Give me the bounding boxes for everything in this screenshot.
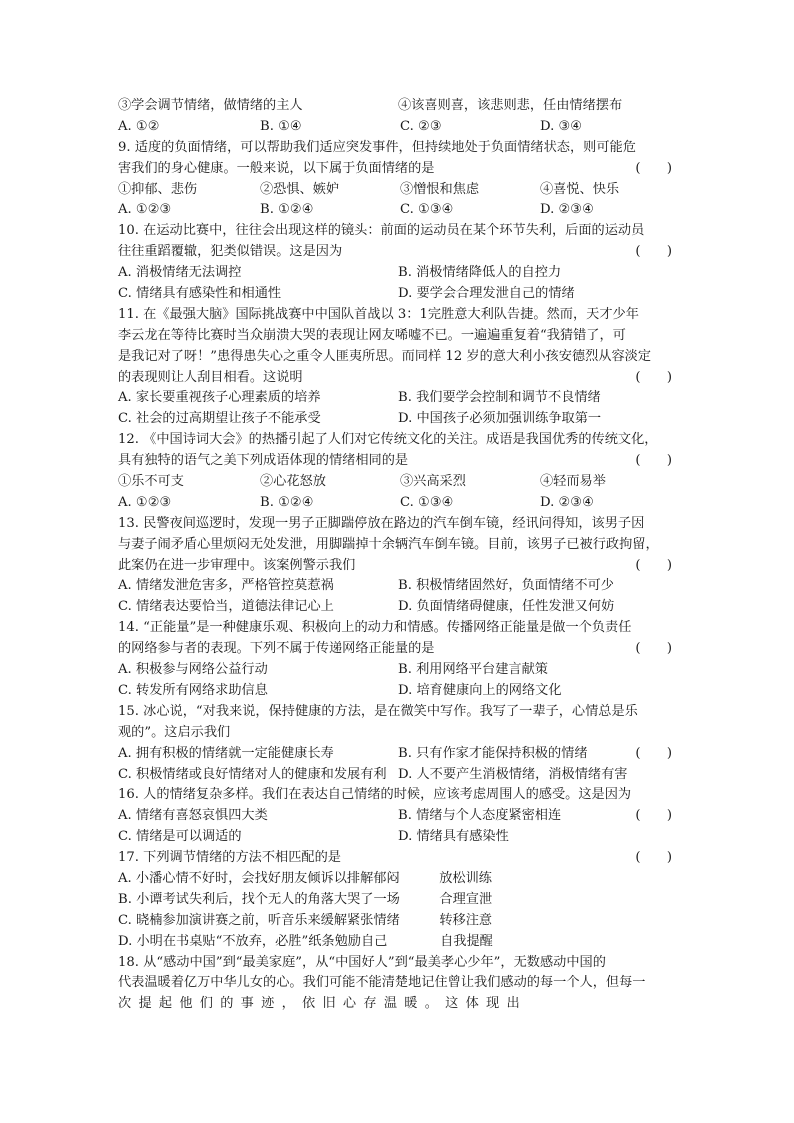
line-text: 17. 下列调节情绪的方法不相匹配的是 bbox=[118, 850, 341, 866]
option-text: D. ③④ bbox=[540, 118, 583, 134]
text-line bbox=[118, 827, 676, 848]
option-text: A. 情绪发泄危害多，严格管控莫惹祸 bbox=[118, 578, 334, 594]
answer-blank: ( ) bbox=[635, 641, 672, 657]
text-line bbox=[118, 138, 676, 159]
line-text: 往往重蹈覆辙，犯类似错误。这是因为 bbox=[118, 244, 343, 260]
line-text: A. 小潘心情不好时，会找好朋友倾诉以排解郁闷 放松训练 bbox=[118, 870, 492, 886]
option-text: A. ①②③ bbox=[118, 494, 172, 510]
line-text: 李云龙在等待比赛时当众崩溃大哭的表现让网友唏嘘不已。一遍遍重复着“我猜错了，可 bbox=[118, 327, 626, 343]
option-text: ②心花怒放 bbox=[260, 474, 326, 490]
text-line bbox=[118, 660, 676, 681]
text-line bbox=[118, 597, 676, 618]
text-line bbox=[118, 618, 676, 639]
text-line bbox=[118, 388, 676, 409]
text-line bbox=[118, 409, 676, 430]
text-line bbox=[118, 472, 676, 493]
option-text: C. ②③ bbox=[400, 118, 442, 134]
answer-blank: ( ) bbox=[635, 369, 672, 385]
line-text: 13. 民警夜间巡逻时，发现一男子正脚踹停放在路边的汽车倒车镜，经讯问得知，该男子因 bbox=[118, 515, 645, 531]
option-text: D. 负面情绪碍健康，任性发泄又何妨 bbox=[398, 599, 615, 615]
text-line bbox=[118, 953, 676, 974]
answer-blank: ( ) bbox=[635, 453, 672, 469]
text-line bbox=[118, 973, 676, 994]
line-text: 代表温暖着亿万中华儿女的心。我们可能不能清楚地记住曾让我们感动的每一个人，但每一 bbox=[118, 975, 646, 991]
option-text: B. ①②④ bbox=[260, 494, 314, 510]
option-text: A. 家长要重视孩子心理素质的培养 bbox=[118, 390, 321, 406]
text-line bbox=[118, 932, 676, 953]
line-text: 14. “正能量”是一种健康乐观、积极向上的动力和情感。传播网络正能量是做一个负责任 bbox=[118, 620, 632, 636]
option-text: B. 我们要学会控制和调节不良情绪 bbox=[398, 390, 601, 406]
text-line bbox=[118, 326, 676, 347]
text-line bbox=[118, 451, 676, 472]
option-text: A. 拥有积极的情绪就一定能健康长寿 bbox=[118, 745, 334, 761]
option-text: C. 转发所有网络求助信息 bbox=[118, 682, 268, 698]
option-text: D. ②③④ bbox=[540, 202, 594, 218]
text-line bbox=[118, 556, 676, 577]
line-text: 16. 人的情绪复杂多样。我们在表达自己情绪的时候，应该考虑周围人的感受。这是因为 bbox=[118, 787, 632, 803]
line-text: 15. 冰心说，“对我来说，保持健康的方法，是在微笑中写作。我写了一辈子，心情总是乐 bbox=[118, 703, 638, 719]
text-line bbox=[118, 159, 676, 180]
option-text: D. 人不要产生消极情绪，消极情绪有害 bbox=[398, 766, 628, 782]
option-text: ④该喜则喜，该悲则悲，任由情绪摆布 bbox=[398, 98, 623, 113]
line-text: 次提起他们的事迹，依旧心存温暖。这体现出 bbox=[118, 996, 527, 1012]
option-text: ④轻而易举 bbox=[540, 474, 606, 490]
text-line bbox=[118, 514, 676, 535]
text-line bbox=[118, 347, 676, 368]
option-text: A. ①② bbox=[118, 118, 160, 134]
text-line bbox=[118, 702, 676, 723]
exam-page bbox=[118, 96, 676, 1015]
line-text: 与妻子闹矛盾心里烦闷无处发泄，用脚踹掉十余辆汽车倒车镜。目前，该男子已被行政拘留， bbox=[118, 536, 659, 552]
text-line bbox=[118, 305, 676, 326]
text-line bbox=[118, 723, 676, 744]
option-text: ①抑郁、悲伤 bbox=[118, 181, 198, 197]
text-line bbox=[118, 242, 676, 263]
line-text: 是我记对了呀！”患得患失心之重令人匪夷所思。而同样 12 岁的意大利小孩安德烈从容淡定 bbox=[118, 348, 652, 364]
text-line bbox=[118, 430, 676, 451]
text-line bbox=[118, 180, 676, 201]
option-text: D. 培育健康向上的网络文化 bbox=[398, 682, 562, 698]
text-line bbox=[118, 890, 676, 911]
answer-blank: ( ) bbox=[635, 808, 672, 824]
text-line bbox=[118, 848, 676, 869]
option-text: C. ①③④ bbox=[400, 494, 454, 510]
option-text: D. 要学会合理发泄自己的情绪 bbox=[398, 286, 575, 302]
answer-blank: ( ) bbox=[635, 160, 672, 176]
answer-blank: ( ) bbox=[635, 244, 672, 260]
option-text: ①乐不可支 bbox=[118, 474, 184, 490]
text-line bbox=[118, 263, 676, 284]
option-text: C. 情绪是可以调适的 bbox=[118, 829, 242, 845]
option-text: ③兴高采烈 bbox=[400, 474, 466, 490]
option-text: C. 情绪具有感染性和相通性 bbox=[118, 286, 282, 302]
text-line bbox=[118, 200, 676, 221]
answer-blank: ( ) bbox=[635, 745, 672, 761]
text-line bbox=[118, 806, 676, 827]
line-text: 10. 在运动比赛中，往往会出现这样的镜头：前面的运动员在某个环节失利，后面的运动员 bbox=[118, 223, 645, 239]
option-text: B. 利用网络平台建言献策 bbox=[398, 662, 548, 678]
line-text: 9. 适度的负面情绪，可以帮助我们适应突发事件，但持续地处于负面情绪状态，则可能危 bbox=[118, 139, 636, 155]
text-line bbox=[118, 96, 676, 117]
option-text: ③憎恨和焦虑 bbox=[400, 181, 480, 197]
option-text: B. ①②④ bbox=[260, 202, 314, 218]
line-text: C. 晓楠参加演讲赛之前，听音乐来缓解紧张情绪 转移注意 bbox=[118, 912, 493, 928]
text-line bbox=[118, 493, 676, 514]
text-line bbox=[118, 765, 676, 786]
option-text: C. 情绪表达要恰当，道德法律记心上 bbox=[118, 599, 334, 615]
line-text: 18. 从“感动中国”到“最美家庭”，从“中国好人”到“最美孝心少年”，无数感动中国的 bbox=[118, 954, 606, 970]
option-text: C. 社会的过高期望让孩子不能承受 bbox=[118, 411, 321, 427]
option-text: B. 只有作家才能保持积极的情绪 bbox=[398, 745, 588, 761]
option-text: B. 积极情绪固然好，负面情绪不可少 bbox=[398, 578, 614, 594]
option-text: ③学会调节情绪，做情绪的主人 bbox=[118, 98, 303, 113]
option-text: D. 中国孩子必须加强训练争取第一 bbox=[398, 411, 602, 427]
text-line bbox=[118, 681, 676, 702]
text-line bbox=[118, 744, 676, 765]
text-line bbox=[118, 869, 676, 890]
text-line bbox=[118, 911, 676, 932]
line-text: D. 小明在书桌贴“不放弃，必胜”纸条勉励自己 自我提醒 bbox=[118, 933, 493, 949]
option-text: C. 积极情绪或良好情绪对人的健康和发展有利 bbox=[118, 766, 387, 782]
text-line bbox=[118, 994, 676, 1015]
option-text: B. 情绪与个人态度紧密相连 bbox=[398, 808, 562, 824]
line-text: 12. 《中国诗词大会》的热播引起了人们对它传统文化的关注。成语是我国优秀的传统文化， bbox=[118, 432, 658, 448]
line-text: 的网络参与者的表现。下列不属于传递网络正能量的是 bbox=[118, 641, 435, 657]
line-text: 观的”。这启示我们 bbox=[118, 724, 231, 740]
text-line bbox=[118, 535, 676, 556]
line-text: 11. 在《最强大脑》国际挑战赛中中国队首战以 3：1完胜意大利队告捷。然而，天才少年 bbox=[118, 306, 639, 322]
answer-blank: ( ) bbox=[635, 557, 672, 573]
line-text: 具有独特的语气之美下列成语体现的情绪相同的是 bbox=[118, 453, 409, 469]
text-line bbox=[118, 368, 676, 389]
option-text: B. ①④ bbox=[260, 118, 302, 134]
text-line bbox=[118, 639, 676, 660]
option-text: A. 情绪有喜怒哀惧四大类 bbox=[118, 808, 268, 824]
line-text: 的表现则让人刮目相看。这说明 bbox=[118, 369, 303, 385]
line-text: B. 小谭考试失利后，找个无人的角落大哭了一场 合理宣泄 bbox=[118, 891, 493, 907]
option-text: ④喜悦、快乐 bbox=[540, 181, 620, 197]
option-text: D. ②③④ bbox=[540, 494, 594, 510]
option-text: C. ①③④ bbox=[400, 202, 454, 218]
option-text: B. 消极情绪降低人的自控力 bbox=[398, 265, 562, 281]
answer-blank: ( ) bbox=[635, 850, 672, 866]
option-text: A. 消极情绪无法调控 bbox=[118, 265, 242, 281]
text-line bbox=[118, 221, 676, 242]
line-text: 此案仍在进一步审理中。该案例警示我们 bbox=[118, 557, 356, 573]
option-text: A. ①②③ bbox=[118, 202, 172, 218]
option-text: D. 情绪具有感染性 bbox=[398, 829, 509, 845]
text-line bbox=[118, 284, 676, 305]
text-line bbox=[118, 785, 676, 806]
option-text: ②恐惧、嫉妒 bbox=[260, 181, 340, 197]
text-line bbox=[118, 576, 676, 597]
option-text: A. 积极参与网络公益行动 bbox=[118, 662, 268, 678]
text-line bbox=[118, 117, 676, 138]
line-text: 害我们的身心健康。一般来说，以下属于负面情绪的是 bbox=[118, 160, 435, 176]
